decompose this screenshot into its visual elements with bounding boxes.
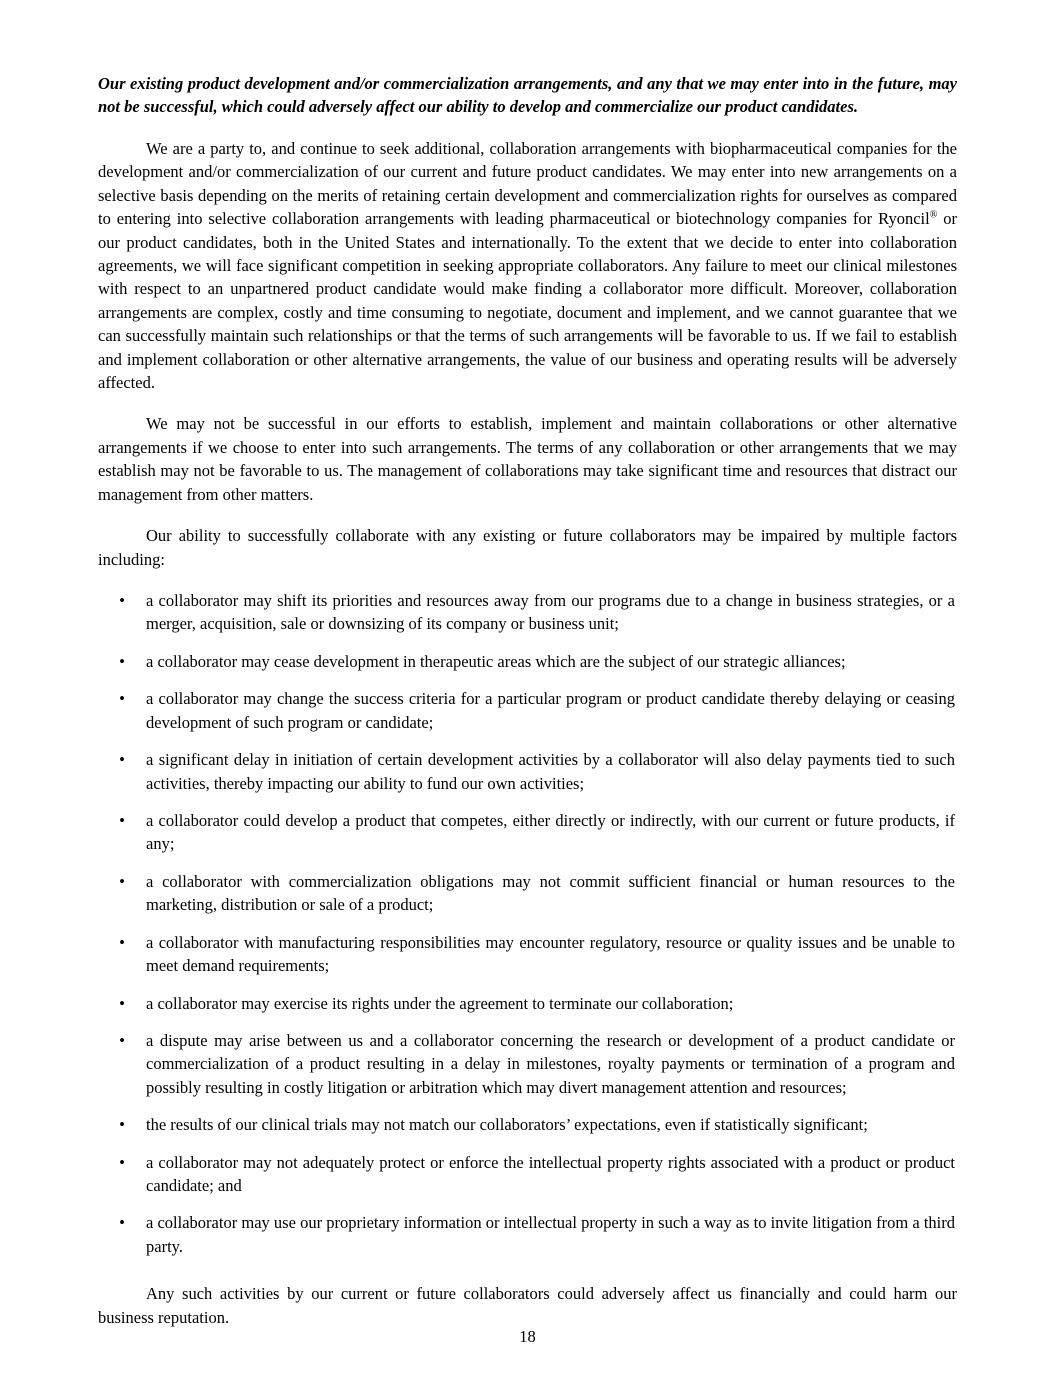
list-item xyxy=(98,870,957,917)
list-item-text: a significant delay in initiation of certain development activities by a collaborator will also delay payments tied to such activities, thereby impacting our ability to fund our own activities; xyxy=(146,750,955,793)
risk-factor-heading: Our existing product development and/or commercialization arrangements, and any that we may enter into in the future, may not be successful, which could adversely affect our ability to develop and commercialize our product candidates. xyxy=(98,74,957,117)
list-item xyxy=(98,748,957,795)
list-item xyxy=(98,809,957,856)
bullet-icon: • xyxy=(119,1115,125,1135)
list-item xyxy=(98,1113,957,1136)
list-bottom-spacer xyxy=(98,1272,957,1282)
registered-trademark-mark: ® xyxy=(929,209,938,221)
bullet-icon: • xyxy=(119,1030,125,1050)
list-item xyxy=(98,1029,957,1099)
bullet-icon: • xyxy=(119,651,125,671)
bullet-icon: • xyxy=(119,932,125,952)
impairment-factors-list xyxy=(98,589,957,1258)
bullet-icon: • xyxy=(119,1152,125,1172)
paragraph-ability-to-collaborate: Our ability to successfully collaborate with any existing or future collaborators may be impaired by multiple factors including: xyxy=(98,526,957,569)
bullet-icon: • xyxy=(119,1213,125,1233)
list-item-text: a collaborator may not adequately protect or enforce the intellectual property rights associated with a product or product candidate; and xyxy=(146,1152,955,1196)
list-item-text: a collaborator may shift its priorities and resources away from our programs due to a change in business strategies, or a merger, acquisition, sale or downsizing of its company or business unit; xyxy=(146,591,955,634)
bullet-icon: • xyxy=(119,810,125,830)
paragraph-1-text-part-b: or our product candidates, both in the United States and internationally. To the extent that we decide to enter into collaboration agreements, we will face significant competition in seeking appropriate collaborators. Any failure to meet our clinical milestones with respect to an unpartnered product candidate would make finding a collaborator more difficult. Moreover, collaboration arrangements are complex, costly and time consuming to negotiate, document and implement, and we cannot guarantee that we can successfully maintain such relationships or that the terms of such arrangements will be favorable to us. If we fail to establish and implement collaboration or other alternative arrangements, the value of our business and operating results will be adversely affected. xyxy=(98,209,957,393)
paragraph-collaboration-arrangements xyxy=(98,137,957,395)
paragraph-efforts-to-establish: We may not be successful in our efforts to establish, implement and maintain collaborations or other alternative arrangements if we choose to enter into such arrangements. The terms of any collaboration or other arrangements that we may establish may not be favorable to us. The management of collaborations may take significant time and resources that distract our management from other matters. xyxy=(98,414,957,504)
list-item-text: a collaborator may exercise its rights under the agreement to terminate our collaboration; xyxy=(146,993,734,1013)
list-item xyxy=(98,992,957,1015)
list-item xyxy=(98,931,957,978)
list-item-text: a dispute may arise between us and a collaborator concerning the research or development of a product candidate or commercialization of a product resulting in a delay in milestones, royalty payments or termination of a program and possibly resulting in costly litigation or arbitration which may divert management attention and resources; xyxy=(146,1030,955,1097)
list-item xyxy=(98,687,957,734)
list-item-text: a collaborator may cease development in therapeutic areas which are the subject of our strategic alliances; xyxy=(146,651,846,671)
list-item-text: a collaborator may change the success criteria for a particular program or product candidate thereby delaying or ceasing development of such program or candidate; xyxy=(146,689,955,732)
paragraph-1-text-part-a: We are a party to, and continue to seek additional, collaboration arrangements with biopharmaceutical companies for the development and/or commercialization of our current and future product candidates. We may enter into new arrangements on a selective basis depending on the merits of retaining certain development and commercialization rights for ourselves as compared to entering into selective collaboration arrangements with leading pharmaceutical or biotechnology companies for Ryoncil xyxy=(98,138,957,229)
list-item xyxy=(98,1151,957,1198)
list-item-text: a collaborator with commercialization obligations may not commit sufficient financial or human resources to the marketing, distribution or sale of a product; xyxy=(146,871,955,915)
list-item xyxy=(98,650,957,673)
bullet-icon: • xyxy=(119,689,125,709)
list-item-text: a collaborator may use our proprietary information or intellectual property in such a way as to invite litigation from a third party. xyxy=(146,1213,955,1256)
bullet-icon: • xyxy=(119,871,125,891)
paragraph-any-such-activities: Any such activities by our current or future collaborators could adversely affect us financially and could harm our business reputation. xyxy=(98,1284,957,1327)
page-number: 18 xyxy=(519,1327,536,1347)
bullet-icon: • xyxy=(119,993,125,1013)
list-item xyxy=(98,1211,957,1258)
bullet-icon: • xyxy=(119,750,125,770)
bullet-icon: • xyxy=(119,591,125,611)
list-item-text: a collaborator could develop a product that competes, either directly or indirectly, with our current or future products, if any; xyxy=(146,810,955,854)
list-item-text: a collaborator with manufacturing responsibilities may encounter regulatory, resource or quality issues and be unable to meet demand requirements; xyxy=(146,932,955,976)
list-item xyxy=(98,589,957,636)
list-item-text: the results of our clinical trials may not match our collaborators’ expectations, even if statistically significant; xyxy=(146,1115,868,1135)
